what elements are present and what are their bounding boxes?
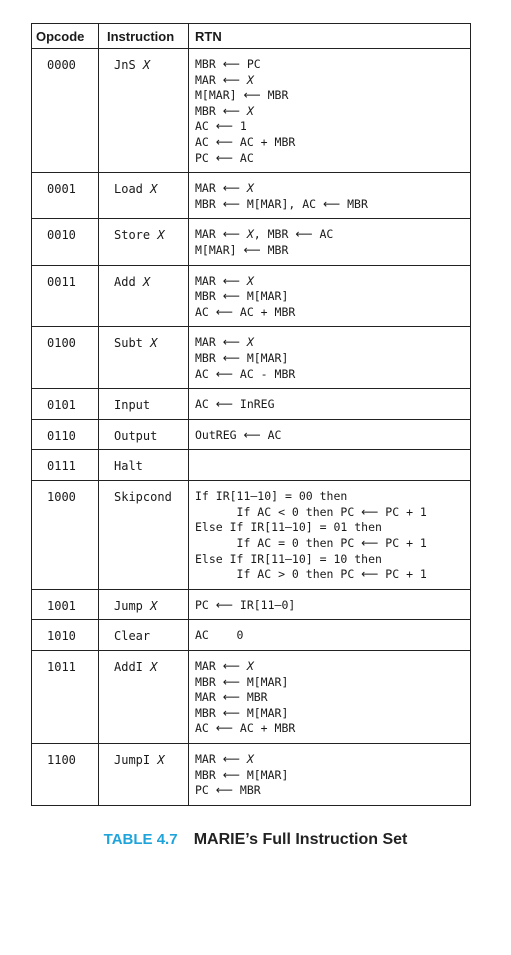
rtn-cell bbox=[189, 389, 471, 420]
rtn-cell bbox=[189, 589, 471, 620]
instruction-text: Input bbox=[114, 398, 151, 413]
instruction-text: Clear bbox=[114, 629, 151, 644]
rtn-line: Else If IR[11–10] = 10 then bbox=[195, 551, 382, 566]
rtn-line: MBR ⟵ M[MAR] bbox=[195, 674, 289, 689]
instruction-cell bbox=[99, 265, 189, 327]
instruction-text: Jump X bbox=[114, 598, 158, 613]
table-row bbox=[32, 419, 471, 450]
instruction-text: AddI X bbox=[114, 660, 158, 675]
instruction-cell bbox=[99, 49, 189, 173]
instruction-text: JumpI X bbox=[114, 753, 165, 767]
rtn-line: MBR ⟵ X bbox=[195, 103, 254, 118]
table-row bbox=[32, 589, 471, 620]
rtn-cell bbox=[189, 419, 471, 450]
opcode-cell: 1011 bbox=[32, 651, 99, 744]
table-row bbox=[32, 481, 471, 590]
table-row bbox=[32, 620, 471, 651]
opcode-cell: 1000 bbox=[32, 481, 99, 590]
instruction-text: Skipcond bbox=[114, 490, 172, 505]
instruction-cell bbox=[99, 389, 189, 420]
rtn-cell bbox=[189, 651, 471, 744]
rtn-line: AC ⟵ InREG bbox=[195, 397, 275, 412]
rtn-cell bbox=[189, 450, 471, 481]
rtn-cell bbox=[189, 744, 471, 806]
rtn-line: AC ⟵ AC + MBR bbox=[195, 134, 296, 149]
instruction-text: JnS X bbox=[114, 58, 151, 72]
rtn-line: Else If IR[11–10] = 01 then bbox=[195, 520, 382, 535]
rtn-line: OutREG ⟵ AC bbox=[195, 427, 282, 442]
rtn-line: M[MAR] ⟵ MBR bbox=[195, 242, 289, 257]
header-opcode: Opcode bbox=[32, 24, 99, 49]
rtn-line: If AC = 0 then PC ⟵ PC + 1 bbox=[195, 536, 427, 551]
table-header-row bbox=[32, 24, 471, 49]
rtn-cell bbox=[189, 49, 471, 173]
rtn-line: MAR ⟵ X bbox=[195, 752, 254, 766]
rtn-line: AC ⟵ AC + MBR bbox=[195, 721, 296, 736]
table-row bbox=[32, 265, 471, 327]
opcode-cell: 1100 bbox=[32, 744, 99, 806]
table-caption bbox=[0, 831, 511, 849]
rtn-line: M[MAR] ⟵ MBR bbox=[195, 88, 289, 103]
opcode-cell: 0011 bbox=[32, 265, 99, 327]
rtn-cell bbox=[189, 481, 471, 590]
rtn-line: MBR ⟵ PC bbox=[195, 57, 261, 71]
instruction-text: Add X bbox=[114, 274, 151, 289]
rtn-line: MBR ⟵ M[MAR] bbox=[195, 350, 289, 365]
instruction-text: Halt bbox=[114, 459, 143, 474]
opcode-cell: 0100 bbox=[32, 327, 99, 389]
rtn-line: PC ⟵ AC bbox=[195, 150, 254, 165]
rtn-line: AC ⟵ AC + MBR bbox=[195, 304, 296, 319]
instruction-cell bbox=[99, 327, 189, 389]
rtn-line: PC ⟵ IR[11–0] bbox=[195, 597, 296, 612]
instruction-text: Output bbox=[114, 428, 158, 443]
rtn-cell bbox=[189, 173, 471, 219]
rtn-line: MAR ⟵ X bbox=[195, 659, 254, 674]
instruction-cell bbox=[99, 744, 189, 806]
opcode-cell: 0111 bbox=[32, 450, 99, 481]
rtn-line: MAR ⟵ X bbox=[195, 181, 254, 196]
instruction-cell bbox=[99, 450, 189, 481]
instruction-cell bbox=[99, 219, 189, 265]
rtn-line: MAR ⟵ X bbox=[195, 72, 254, 87]
rtn-line: MBR ⟵ M[MAR] bbox=[195, 289, 289, 304]
table-body bbox=[32, 49, 471, 806]
rtn-line: MBR ⟵ M[MAR] bbox=[195, 705, 289, 720]
table-row bbox=[32, 173, 471, 219]
instruction-table-container bbox=[31, 23, 470, 806]
table-row bbox=[32, 49, 471, 173]
table-row bbox=[32, 389, 471, 420]
opcode-cell: 0001 bbox=[32, 173, 99, 219]
instruction-text: Subt X bbox=[114, 336, 158, 351]
opcode-cell: 0000 bbox=[32, 49, 99, 173]
rtn-line: AC ⟵ AC - MBR bbox=[195, 366, 296, 381]
opcode-cell: 1001 bbox=[32, 589, 99, 620]
caption-title: MARIE’s Full Instruction Set bbox=[193, 831, 408, 848]
instruction-cell bbox=[99, 481, 189, 590]
table-row bbox=[32, 744, 471, 806]
instruction-cell bbox=[99, 589, 189, 620]
rtn-line: AC ⟵ 1 bbox=[195, 119, 247, 134]
rtn-line: MBR ⟵ M[MAR], AC ⟵ MBR bbox=[195, 196, 368, 211]
rtn-cell bbox=[189, 219, 471, 265]
table-row bbox=[32, 219, 471, 265]
rtn-cell bbox=[189, 620, 471, 651]
instruction-cell bbox=[99, 651, 189, 744]
rtn-line: MAR ⟵ X, MBR ⟵ AC bbox=[195, 227, 334, 242]
header-instruction: Instruction bbox=[99, 24, 189, 49]
caption-label: TABLE 4.7 bbox=[103, 831, 178, 848]
instruction-text: Store X bbox=[114, 228, 165, 243]
table-row bbox=[32, 450, 471, 481]
instruction-cell bbox=[99, 419, 189, 450]
rtn-line: AC 0 bbox=[195, 628, 244, 643]
rtn-line: If IR[11–10] = 00 then bbox=[195, 489, 348, 504]
opcode-cell: 0110 bbox=[32, 419, 99, 450]
rtn-line: If AC < 0 then PC ⟵ PC + 1 bbox=[195, 504, 427, 519]
instruction-table bbox=[31, 23, 471, 806]
rtn-cell bbox=[189, 327, 471, 389]
opcode-cell: 0101 bbox=[32, 389, 99, 420]
instruction-text: Load X bbox=[114, 182, 158, 197]
rtn-line: If AC > 0 then PC ⟵ PC + 1 bbox=[195, 567, 427, 582]
opcode-cell: 1010 bbox=[32, 620, 99, 651]
rtn-line: PC ⟵ MBR bbox=[195, 783, 261, 798]
table-row bbox=[32, 651, 471, 744]
instruction-cell bbox=[99, 620, 189, 651]
rtn-line: MAR ⟵ X bbox=[195, 335, 254, 350]
instruction-cell bbox=[99, 173, 189, 219]
rtn-line: MBR ⟵ M[MAR] bbox=[195, 767, 289, 782]
rtn-line: MAR ⟵ MBR bbox=[195, 690, 268, 705]
opcode-cell: 0010 bbox=[32, 219, 99, 265]
rtn-line: MAR ⟵ X bbox=[195, 273, 254, 288]
rtn-cell bbox=[189, 265, 471, 327]
table-row bbox=[32, 327, 471, 389]
header-rtn: RTN bbox=[189, 24, 471, 49]
